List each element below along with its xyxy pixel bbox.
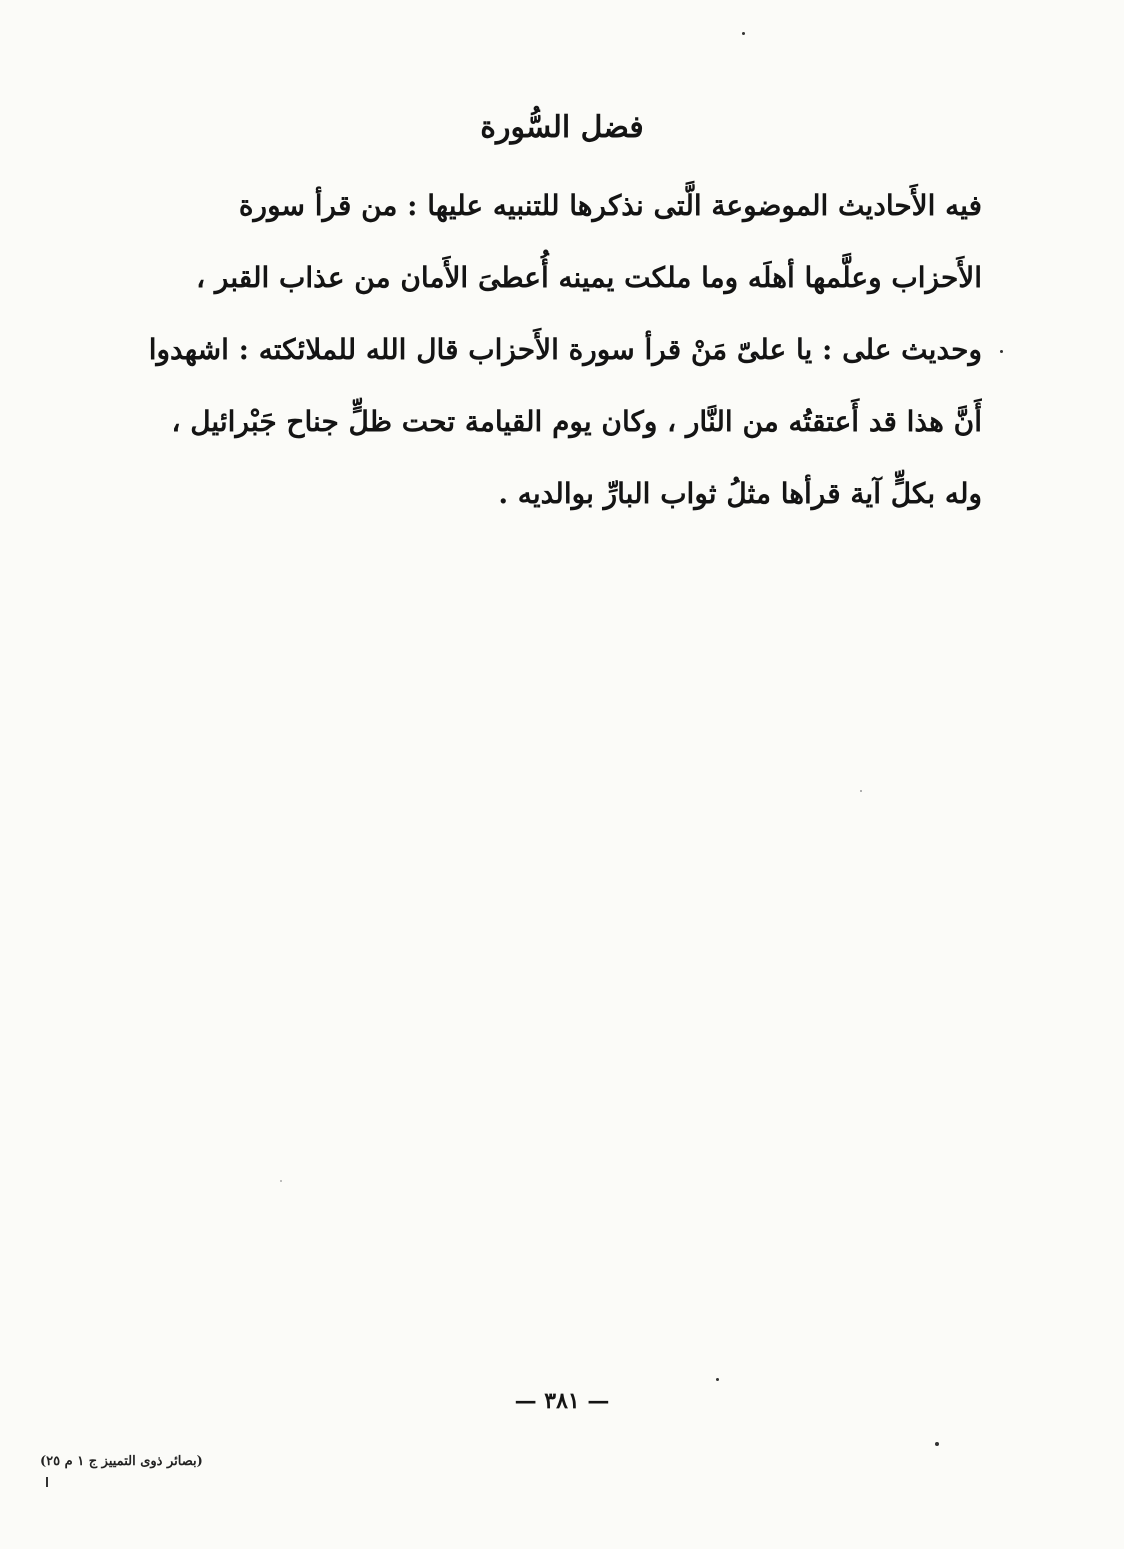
page-number: — ٣٨١ —	[514, 1388, 610, 1414]
paragraph-line: وله بكلٍّ آية قرأها مثلُ ثواب البارِّ بوالديه .	[498, 477, 982, 510]
scan-speck	[1000, 350, 1003, 353]
scan-speck	[716, 1378, 719, 1381]
scan-speck	[742, 32, 745, 35]
body-paragraph	[130, 170, 982, 530]
scan-speck	[935, 1442, 939, 1446]
scan-speck	[280, 1180, 282, 1182]
paragraph-line: فيه الأَحاديث الموضوعة الَّتى نذكرها للتنبيه عليها : من قرأ سورة	[238, 189, 982, 222]
paragraph-line: أَنَّ هذا قد أَعتقتُه من النَّار ، وكان يوم القيامة تحت ظلٍّ جناح جَبْرائيل ،	[171, 405, 982, 438]
footer-signature-note: (بصائر ذوى التمييز ج ١ م ٢٥)	[40, 1454, 203, 1469]
section-heading: فضل السُّورة	[480, 110, 644, 145]
scan-speck	[860, 790, 862, 792]
scan-speck	[46, 1477, 48, 1487]
paragraph-line: الأَحزاب وعلَّمها أهلَه وما ملكت يمينه أُعطىَ الأَمان من عذاب القبر ،	[196, 261, 982, 294]
paragraph-line: وحديث على : يا علىّ مَنْ قرأ سورة الأَحزاب قال الله للملائكته : اشهدوا	[148, 333, 982, 366]
